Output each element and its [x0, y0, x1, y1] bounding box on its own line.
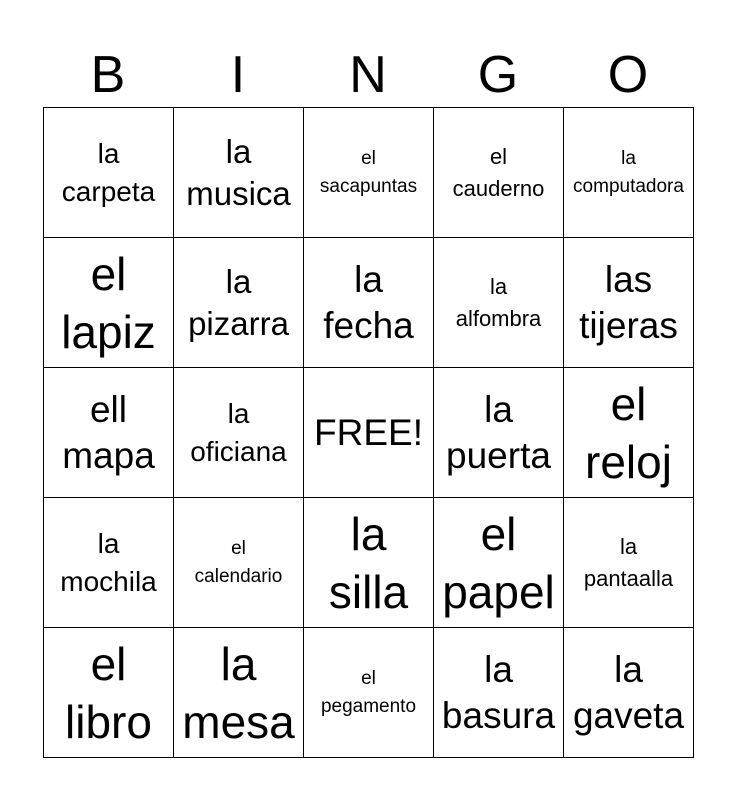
cell-text-line: silla: [328, 565, 409, 618]
cell-text-line: el: [231, 537, 246, 559]
cell-content: [174, 368, 303, 497]
cell-text-line: el: [90, 247, 127, 300]
bingo-cell[interactable]: [564, 368, 694, 498]
bingo-cell[interactable]: [174, 238, 304, 368]
cell-text-line: oficiana: [190, 435, 287, 467]
cell-text-line: la: [225, 132, 252, 170]
board-row: [44, 628, 694, 758]
bingo-cell[interactable]: [44, 628, 174, 758]
cell-text-line: la: [225, 262, 252, 300]
cell-text-line: gaveta: [572, 694, 685, 736]
cell-content: [304, 238, 433, 367]
cell-content: [304, 108, 433, 237]
header-letter-g: G: [477, 46, 519, 104]
cell-content: [564, 628, 693, 757]
cell-content: [434, 368, 563, 497]
cell-content: [174, 238, 303, 367]
cell-text-line: la: [220, 637, 257, 690]
cell-content: [304, 498, 433, 627]
cell-text-line: el: [361, 667, 376, 689]
cell-text-line: la: [619, 533, 638, 559]
cell-text-line: ell: [89, 388, 128, 430]
cell-text-line: el: [90, 637, 127, 690]
header-letter-b: B: [90, 46, 126, 104]
cell-text-line: mochila: [60, 565, 157, 597]
cell-text-line: basura: [441, 694, 556, 736]
board-row: [44, 108, 694, 238]
bingo-cell[interactable]: [564, 108, 694, 238]
header-letter-n: N: [349, 46, 387, 104]
bingo-cell[interactable]: [304, 498, 434, 628]
cell-content: [564, 498, 693, 627]
cell-text-line: la: [97, 137, 120, 169]
bingo-cell[interactable]: [434, 498, 564, 628]
cell-text-line: la: [484, 388, 513, 430]
cell-content: [44, 108, 173, 237]
bingo-cell[interactable]: [174, 628, 304, 758]
bingo-cell[interactable]: [434, 368, 564, 498]
cell-text-line: reloj: [585, 435, 672, 488]
cell-text-line: la: [489, 273, 508, 299]
bingo-cell[interactable]: [434, 108, 564, 238]
cell-text-line: FREE!: [314, 411, 423, 453]
bingo-cell[interactable]: [44, 238, 174, 368]
cell-content: [564, 108, 693, 237]
bingo-cell[interactable]: [304, 108, 434, 238]
cell-text-line: pizarra: [188, 304, 289, 342]
bingo-cell[interactable]: [174, 108, 304, 238]
cell-text-line: la: [227, 397, 250, 429]
header-letter-o: O: [607, 46, 649, 104]
cell-text-line: pantaalla: [583, 565, 674, 591]
cell-text-line: lapiz: [61, 305, 156, 358]
cell-text-line: la: [614, 648, 643, 690]
cell-text-line: el: [480, 507, 517, 560]
cell-content: [44, 628, 173, 757]
cell-content: [44, 498, 173, 627]
cell-content: [564, 368, 693, 497]
cell-text-line: la: [350, 507, 387, 560]
cell-text-line: musica: [186, 174, 291, 212]
bingo-cell[interactable]: [174, 498, 304, 628]
cell-text-line: la: [484, 648, 513, 690]
header-letter-i: I: [230, 46, 246, 104]
cell-content: [174, 628, 303, 757]
cell-text-line: libro: [65, 695, 152, 748]
cell-content: [174, 498, 303, 627]
cell-text-line: la: [621, 147, 636, 169]
cell-text-line: el: [610, 377, 647, 430]
cell-text-line: puerta: [446, 434, 551, 476]
bingo-board: [43, 107, 694, 758]
board-row: [44, 238, 694, 368]
cell-text-line: computadora: [573, 175, 684, 197]
bingo-cell[interactable]: [564, 628, 694, 758]
bingo-cell[interactable]: [174, 368, 304, 498]
cell-content: [174, 108, 303, 237]
cell-content: [434, 498, 563, 627]
cell-content: [304, 628, 433, 757]
bingo-cell[interactable]: [564, 498, 694, 628]
bingo-cell[interactable]: [434, 628, 564, 758]
cell-text-line: la: [97, 527, 120, 559]
cell-text-line: fecha: [323, 304, 414, 346]
bingo-cell[interactable]: [44, 368, 174, 498]
board-row: [44, 368, 694, 498]
cell-content: [434, 628, 563, 757]
cell-text-line: papel: [442, 565, 555, 618]
bingo-cell[interactable]: [304, 628, 434, 758]
cell-text-line: calendario: [194, 565, 283, 587]
cell-text-line: carpeta: [61, 175, 156, 207]
bingo-cell[interactable]: [564, 238, 694, 368]
cell-content: [564, 238, 693, 367]
cell-text-line: las: [604, 258, 653, 300]
bingo-header: [43, 42, 693, 108]
cell-text-line: cauderno: [452, 175, 545, 201]
cell-text-line: tijeras: [579, 304, 678, 346]
cell-content: [44, 368, 173, 497]
cell-content: [304, 368, 433, 497]
cell-text-line: mapa: [62, 434, 155, 476]
cell-content: [434, 238, 563, 367]
bingo-cell[interactable]: [44, 108, 174, 238]
cell-text-line: sacapuntas: [319, 175, 418, 197]
cell-text-line: el: [361, 147, 376, 169]
bingo-cell[interactable]: [304, 238, 434, 368]
cell-text-line: el: [489, 143, 508, 169]
cell-text-line: pegamento: [320, 695, 417, 717]
bingo-cell[interactable]: [44, 498, 174, 628]
cell-text-line: mesa: [182, 695, 295, 748]
board-row: [44, 498, 694, 628]
cell-text-line: alfombra: [455, 305, 542, 331]
cell-text-line: la: [354, 258, 383, 300]
free-space-cell[interactable]: [304, 368, 434, 498]
bingo-cell[interactable]: [434, 238, 564, 368]
cell-content: [44, 238, 173, 367]
cell-content: [434, 108, 563, 237]
